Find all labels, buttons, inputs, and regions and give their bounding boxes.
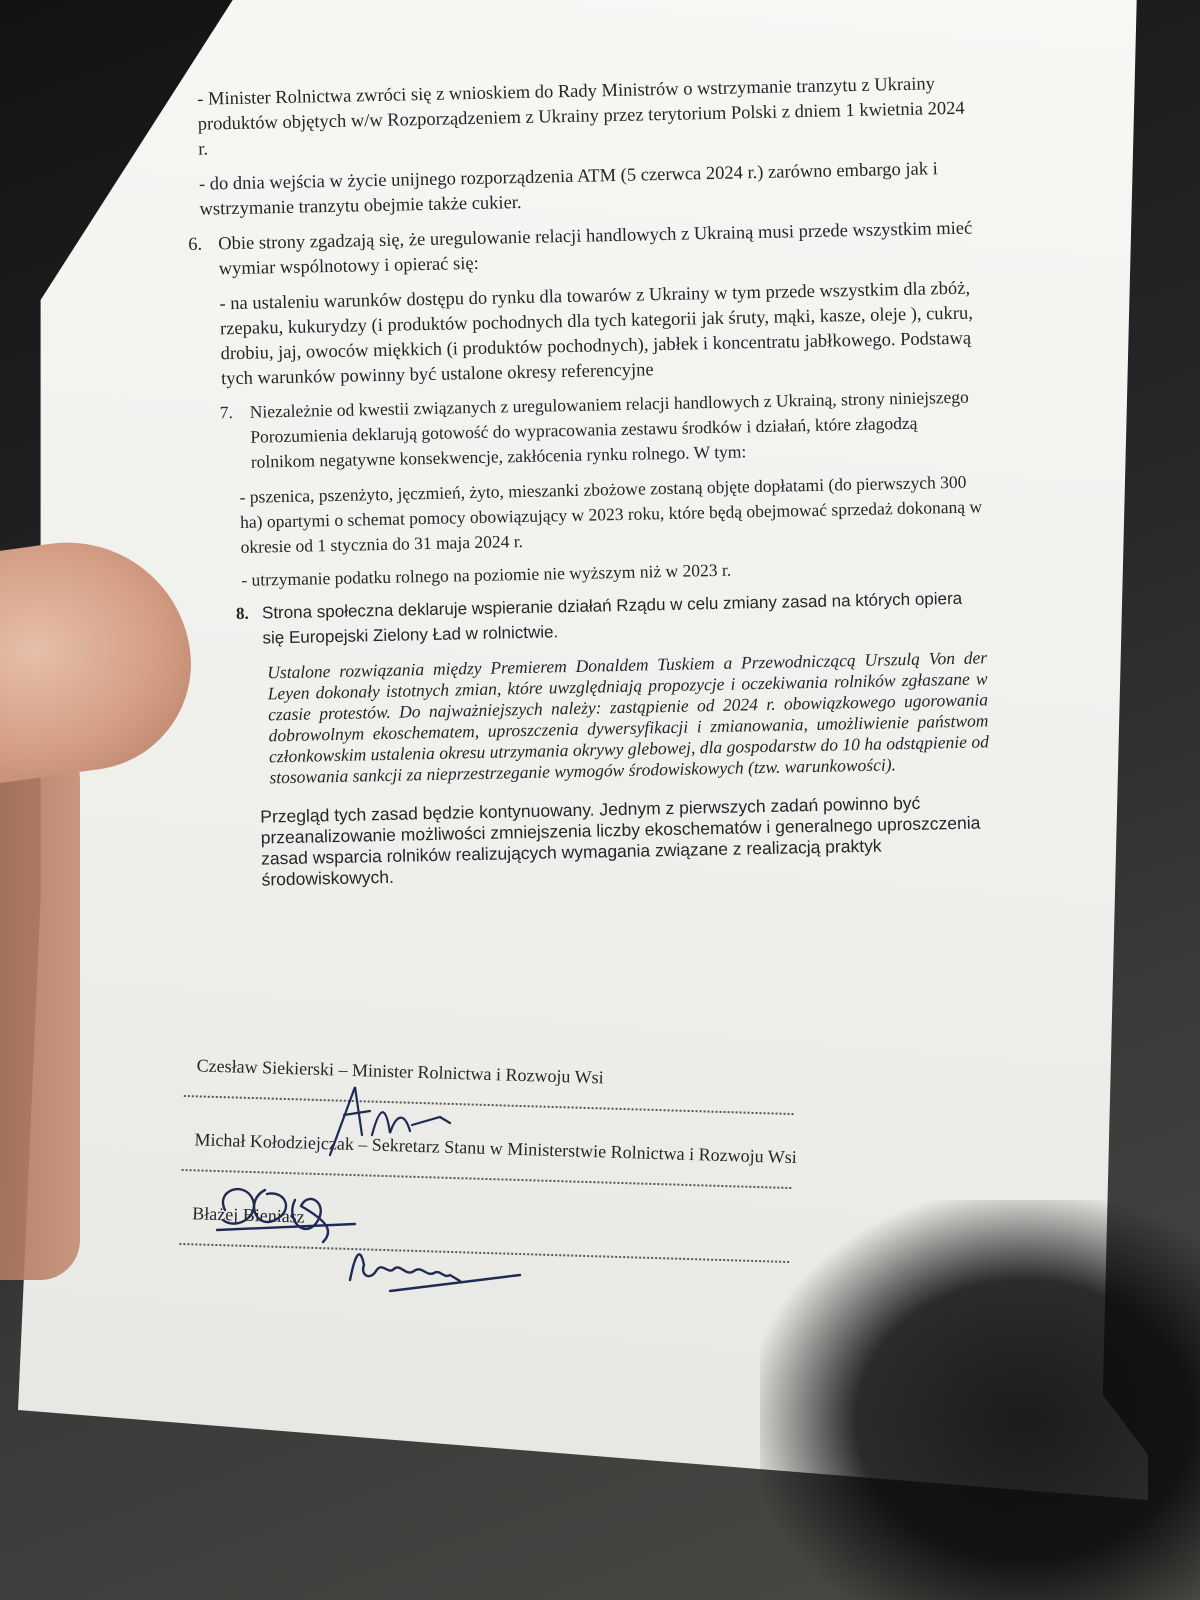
item-7-block xyxy=(220,384,986,593)
item-8-review: Przegląd tych zasad będzie kontynuowany. Jednym z pierwszych zadań powinno być przeanalizowanie możliwości zmniejszenia liczby ekoschematów i generalnego uproszczenia zasad wsparcia rolników realizujących wymagania związane z realizacją praktyk środowiskowych. xyxy=(260,792,981,890)
paragraph-atm-regulation: - do dnia wejścia w życie unijnego rozporządzenia ATM (5 czerwca 2024 r.) zarówno embargo jak i wstrzymanie tranzytu obejmie także cukier. xyxy=(198,159,938,220)
item-6-subpoint: - na ustaleniu warunków dostępu do rynku dla towarów z Ukrainy w tym przede wszystkim dla zbóż, rzepaku, kukurydzy (i produktów pochodnych dla tych kategorii jak śruty, mąki, kasze, oleje ), cukru, drobiu, jaj, owoców miękkich (i produktów pochodnych), jabłek i koncentratu jabłkowego. Podstawą tych warunków powinny być ustalone okresy referencyjne xyxy=(219,278,974,390)
paragraph-transit-suspension: - Minister Rolnictwa zwróci się z wnioskiem do Rady Ministrów o wstrzymanie tranzytu z Ukrainy produktów objętych w/w Rozporządzeniem z Ukrainy przez terytorium Polski z dniem 1 kwietnia 2024 r. xyxy=(197,74,965,160)
item-7-number: 7. xyxy=(219,402,234,423)
signature-siekierski xyxy=(300,1075,480,1165)
item-6-number: 6. xyxy=(188,234,203,255)
hand-palm xyxy=(0,720,80,1280)
item-8-detail: Ustalone rozwiązania między Premierem Donaldem Tuskiem a Przewodniczącą Urszulą Von der Leyen dokonały istotnych zmian, które uwzględniają propozycje i oczekiwania rolników zgłaszane w czasie protestów. Do najważniejszych należy: zastąpienie od 2024 r. obowiązkowego ugorowania dobrowolnym ekoschematem, uproszczenia dywersyfikacji i zmianowania, umożliwienie państwom członkowskim ustalenia okresu utrzymania okrywy glebowej, dla gospodarstw do 10 ha odstąpienie od stosowania sankcji za nieprzestrzeganie wymogów środowiskowych (tzw. warunkowości). xyxy=(267,647,990,788)
signature-bieniasz xyxy=(330,1235,530,1305)
item-7-subpoint-tax: - utrzymanie podatku rolnego na poziomie nie wyższym niż w 2023 r. xyxy=(241,559,732,590)
signatory-label: Michał Kołodziejczak – Sekretarz Stanu w Ministerstwie Rolnictwa i Rozwoju Wsi xyxy=(194,1129,798,1168)
item-8-block xyxy=(236,585,992,891)
signature-line xyxy=(184,1095,794,1115)
item-8-number: 8. xyxy=(235,603,249,624)
item-7 xyxy=(220,384,983,475)
item-8 xyxy=(236,585,987,651)
item-7-subpoint-subsidies: - pszenica, pszenżyto, jęczmień, żyto, mieszanki zbożowe zostaną objęte dopłatami (do pierwszych 300 ha) opartymi o schemat pomocy obowiązujący w 2023 roku, które będą obejmować sprzedaż dokonaną w okresie od 1 stycznia do 31 maja 2024 r. xyxy=(239,471,983,557)
signatory-label: Błażej Bieniasz xyxy=(192,1203,306,1227)
item-6 xyxy=(188,216,979,283)
item-6-text: Obie strony zgadzają się, że uregulowanie relacji handlowych z Ukrainą musi przede wszystkim mieć wymiar wspólnotowy i opierać się: xyxy=(218,218,973,280)
item-7-text: Niezależnie od kwestii związanych z uregulowaniem relacji handlowych z Ukrainą, strony niniejszego Porozumienia deklarują gotowość do wypracowania zestawu środków i działań, które złagodzą rolnikom negatywne konsekwencje, zakłócenia rynku rolnego. W tym: xyxy=(249,386,970,472)
item-8-text: Strona społeczna deklaruje wspieranie działań Rządu w celu zmiany zasad na których opiera się Europejski Zielony Ład w rolnictwie. xyxy=(261,588,963,648)
signatory-label: Czesław Siekierski – Minister Rolnictwa i Rozwoju Wsi xyxy=(196,1055,604,1088)
document-body xyxy=(185,71,992,891)
